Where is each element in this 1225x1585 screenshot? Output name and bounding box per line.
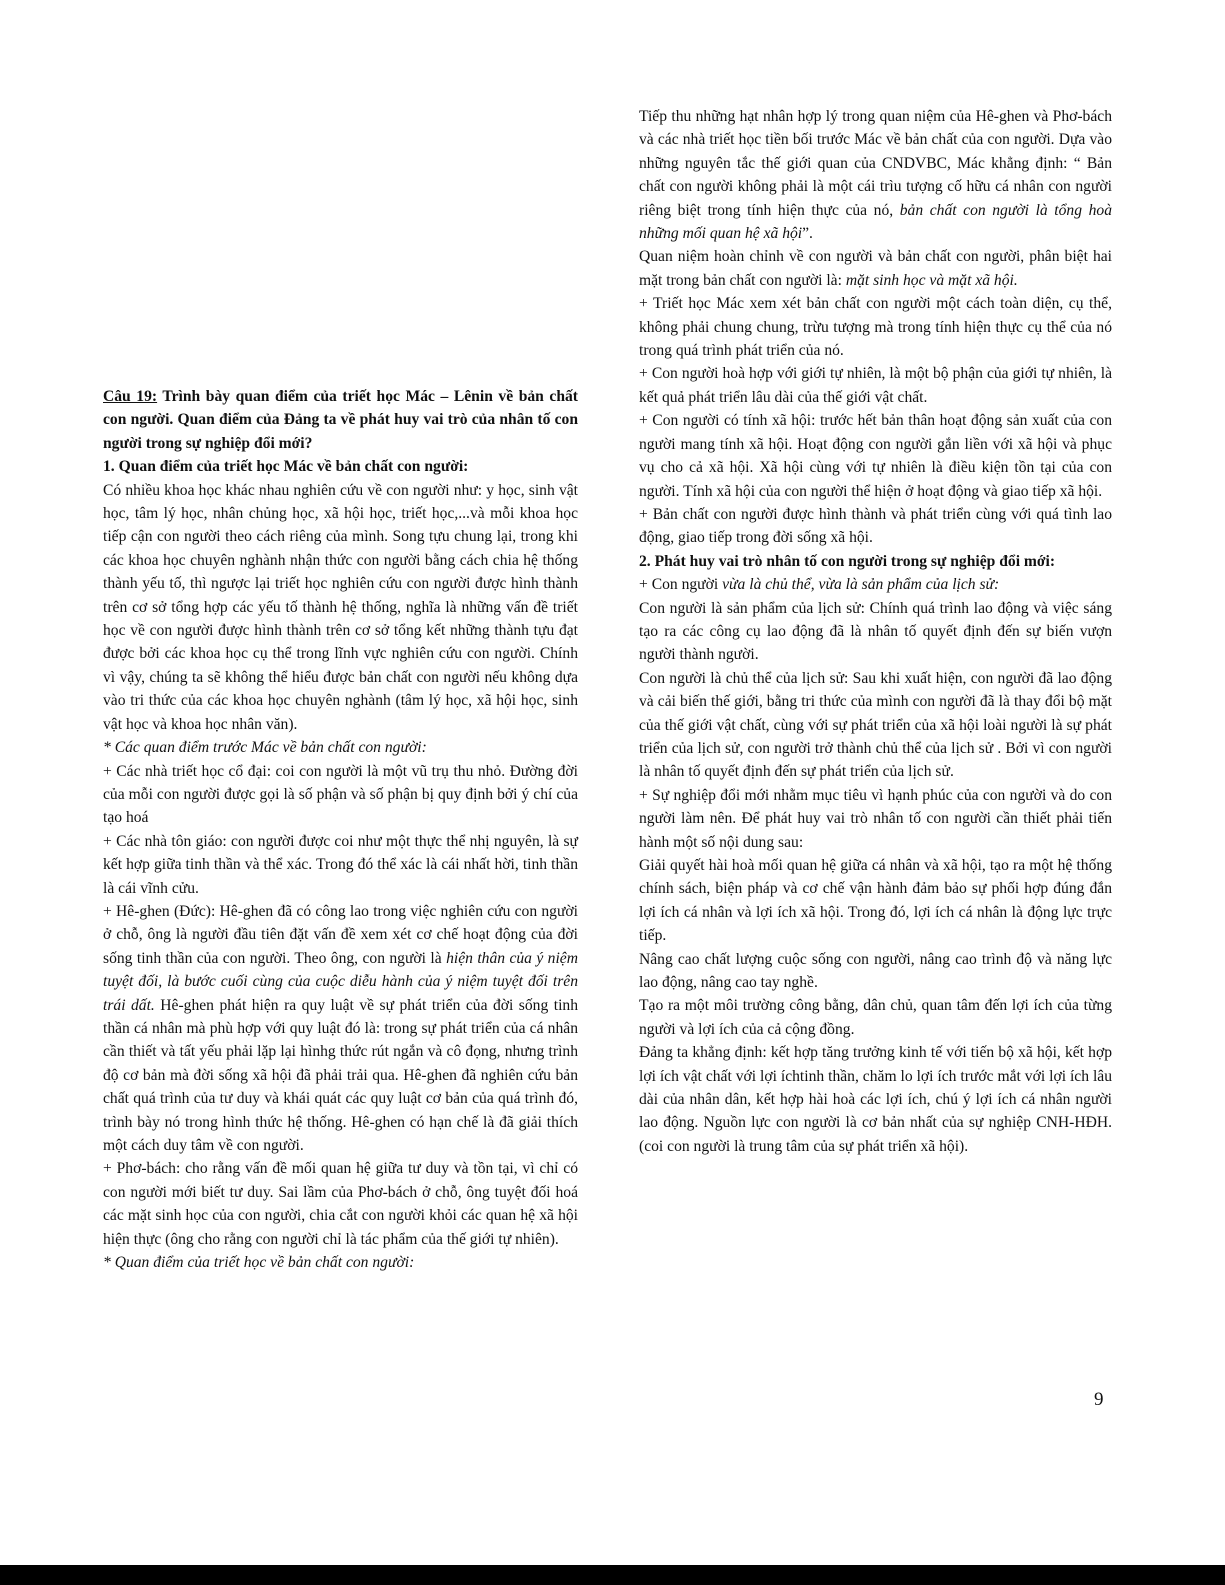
left-column <box>103 385 578 1274</box>
subject-text: + Con người <box>639 576 723 594</box>
renewal-paragraph: + Sự nghiệp đổi mới nhằm mục tiêu vì hạnh phúc của con người và do con người làm nên. Để phát huy vai trò nhân tố con người cần thiết phải tiến hành một số nội dung sau: <box>639 786 1112 851</box>
right-column <box>639 105 1112 1158</box>
product-paragraph: Con người là sản phẩm của lịch sử: Chính quá trình lao động và việc sáng tạo ra các công cụ lao động đã là nhân tố quyết định đến sự biến vượn người thành người. <box>639 599 1112 664</box>
point-paragraph: + Con người hoà hợp với giới tự nhiên, là một bộ phận của giới tự nhiên, là kết quả phát triển lâu dài của thế giới vật chất. <box>639 365 1112 406</box>
marx-text-a: Tiếp thu những hạt nhân hợp lý trong quan niệm của Hê-ghen và Phơ-bách và các nhà triết học tiền bối trước Mác về bản chất của con người. Dựa vào những nguyên tắc thế giới quan của CNDVBC, Mác khẳng định: “ Bản chất con người không phải là một cái trìu tượng cố hữu cá nhân con người riêng biệt trong tính hiện thực của nó, <box>639 108 1112 219</box>
bottom-border <box>0 1565 1225 1585</box>
hegel-paragraph <box>103 900 578 1157</box>
complete-view-text: Quan niệm hoàn chỉnh về con người và bản chất con người, phân biệt hai mặt trong bản chất con người là: <box>639 248 1112 289</box>
hegel-text-a: + Hê-ghen (Đức): Hê-ghen đã có công lao trong việc nghiên cứu con người ở chỗ, ông là người đầu tiên đặt vấn đề xem xét cơ chế hoạt động của đời sống tinh thần của con người. Theo ông, con người là <box>103 902 578 967</box>
complete-view-paragraph <box>639 245 1112 292</box>
marx-paragraph <box>639 105 1112 245</box>
page-number: 9 <box>1094 1389 1104 1410</box>
intro-paragraph: Có nhiều khoa học khác nhau nghiên cứu về con người như: y học, sinh vật học, tâm lý học, nhân chủng học, xã hội học, triết học,...và mỗi khoa học tiếp cận con người theo cách riêng của mình. Song tựu chung lại, trong khi các khoa học chuyên nghành nhận thức con người bằng cách chia hệ thống thành yếu tố, thì ngược lại triết học nghiên cứu con người được hình thành trên cơ sở tổng hợp các yếu tố thành hệ thống, nghĩa là những vấn đề triết học về con người được hình thành trên cơ sở tổng kết những thành tựu đạt được bởi các khoa học cụ thể trong lĩnh vực nghiên cứu con người. Chính vì vậy, chúng ta sẽ không thể hiểu được bản chất con người nếu không dựa vào tri thức của các khoa học chuyên nghành (tâm lý học, xã hội học, sinh vật học và khoa học nhân văn). <box>103 481 578 733</box>
marx-text-b: ”. <box>802 225 813 243</box>
hegel-text-b: Hê-ghen phát hiện ra quy luật về sự phát triển của đời sống tinh thần cá nhân mà phù hợp với quy luật đó là: trong sự phát triển của cá nhân cần thiết và tất yếu phải lặp lại hìnhg thức rút ngắn và cô đọng, nhưng trình độ cơ bản mà đời sống xã hội đã phải trải qua. Hê-ghen đã nghiên cứu bản chất quá trình của tư duy và khái quát các quy luật cơ bản của quá trình đó, trình bày nó trong hình thức hệ thống. Hê-ghen có hạn chế là đã giải thích một cách duy tâm về con người. <box>103 996 578 1154</box>
complete-view-italic: mặt sinh học và mặt xã hội. <box>845 271 1018 289</box>
content-paragraph: Nâng cao chất lượng cuộc sống con người, nâng cao trình độ và năng lực lao động, nâng cao tay nghề. <box>639 950 1112 992</box>
point-paragraph: + Triết học Mác xem xét bản chất con người một cách toàn diện, cụ thể, không phải chung chung, trừu tượng mà trong tính hiện thực cụ thể của nó trong quá trình phát triển của nó. <box>639 295 1112 360</box>
hegel-quote: hiện thân của ý niệm tuyệt đối, là bước cuối cùng của cuộc diễu hành của ý niệm tuyệt đối trên trái dất. <box>103 949 578 1014</box>
content-paragraph: Tạo ra một môi trường công bằng, dân chủ, quan tâm đến lợi ích của từng người và lợi ích của cả cộng đồng. <box>639 997 1112 1038</box>
pre-marx-heading: * Các quan điểm trước Mác về bản chất con người: <box>103 739 427 757</box>
ancient-paragraph: + Các nhà triết học cổ đại: coi con người là một vũ trụ thu nhỏ. Đường đời của mỗi con người được gọi là số phận và số phận bị quy định bởi ý chí của tạo hoá <box>103 762 578 827</box>
content-paragraph: Đảng ta khẳng định: kết hợp tăng trưởng kinh tế với tiến bộ xã hội, kết hợp lợi ích vật chất với lợi íchtinh thần, chăm lo lợi ích trước mắt với lợi ích lâu dài của nhân dân, kết hợp hài hoà các lợi ích, chú ý lợi ích cá nhân người lao động. Nguồn lực con người là cơ bản nhất của sự nghiệp CNH-HĐH.(coi con người là trung tâm của sự phát triển xã hội). <box>639 1044 1112 1155</box>
subject-paragraph <box>639 573 1112 596</box>
agent-paragraph: Con người là chủ thể của lịch sử: Sau khi xuất hiện, con người đã lao động và cải biến thế giới, bằng tri thức của mình con người đã là thay đổi bộ mặt của thế giới vật chất, cùng với sự phát triển của xã hội loài người là sự phát triển của lịch sử, con người trở thành chủ thể của lịch sử . Bởi vì con người là nhân tố quyết định đến sự phát triển của lịch sử. <box>639 669 1112 781</box>
subject-italic: vừa là chủ thể, vừa là sản phẩm của lịch sử: <box>722 576 1000 594</box>
question-title: Trình bày quan điểm của triết học Mác – Lênin về bản chất con người. Quan điểm của Đảng ta về phát huy vai trò của nhân tố con người trong sự nghiệp đổi mới? <box>103 388 578 452</box>
question-heading <box>103 385 578 455</box>
point-paragraph: + Con người có tính xã hội: trước hết bản thân hoạt động sản xuất của con người mang tính xã hội. Hoạt động con người gắn liền với xã hội và phục vụ cho cả xã hội. Xã hội cùng với tự nhiên là điều kiện tồn tại của con người. Tính xã hội của con người thể hiện ở hoạt động và giao tiếp xã hội. <box>639 412 1112 500</box>
content-paragraph: Giải quyết hài hoà mối quan hệ giữa cá nhân và xã hội, tạo ra một hệ thống chính sách, biện pháp và cơ chế vận hành đảm bảo sự phối hợp đúng đắn lợi ích cá nhân và lợi ích xã hội. Trong đó, lợi ích cá nhân là động lực trực tiếp. <box>639 857 1112 945</box>
religion-paragraph: + Các nhà tôn giáo: con người được coi như một thực thể nhị nguyên, là sự kết hợp giữa tinh thần và thể xác. Trong đó thể xác là cái nhất hời, tinh thần là cái vĩnh cửu. <box>103 832 578 897</box>
section2-heading: 2. Phát huy vai trò nhân tố con người trong sự nghiệp đổi mới: <box>639 552 1056 570</box>
section1-heading: 1. Quan điểm của triết học Mác về bản chất con người: <box>103 458 469 476</box>
marx-heading: * Quan điểm của triết học về bản chất con người: <box>103 1254 415 1272</box>
marx-quote: bản chất con người là tổng hoà những mối quan hệ xã hội <box>639 201 1112 243</box>
feuerbach-paragraph: + Phơ-bách: cho rằng vấn đề mối quan hệ giữa tư duy và tồn tại, vì chỉ có con người mới biết tư duy. Sai lầm của Phơ-bách ở chỗ, ông tuyệt đối hoá các mặt sinh học của con người, chia cắt con người khỏi các quan hệ xã hội hiện thực (ông cho rằng con người chỉ là tác phẩm của thế giới tự nhiên). <box>103 1160 578 1248</box>
point-paragraph: + Bản chất con người được hình thành và phát triển cùng với quá tình lao động, giao tiếp trong đời sống xã hội. <box>639 505 1112 547</box>
question-label: Câu 19: <box>103 388 158 405</box>
